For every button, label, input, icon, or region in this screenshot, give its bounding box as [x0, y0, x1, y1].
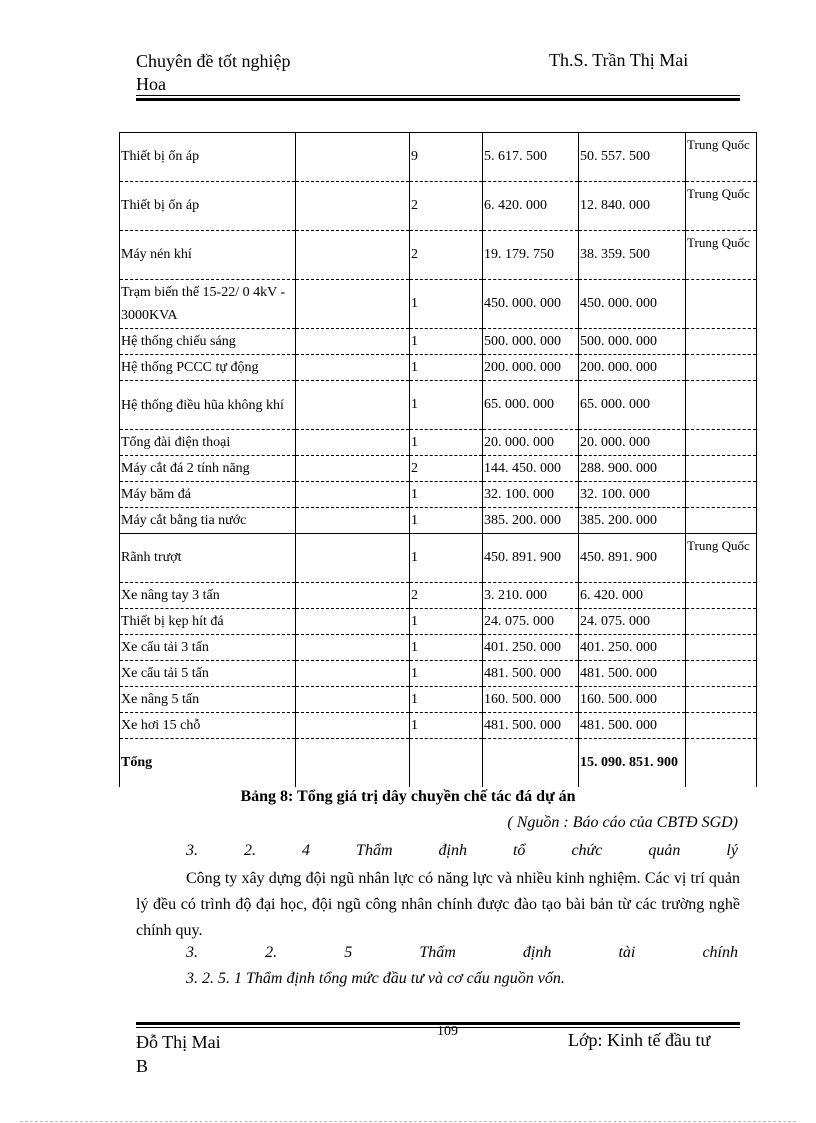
heading-3-2-4	[186, 842, 738, 860]
cell-spec	[296, 482, 410, 508]
table-row	[120, 583, 757, 609]
cell-total-value: 38. 359. 500	[579, 231, 686, 280]
cell-origin	[686, 508, 757, 534]
cell-origin	[686, 381, 757, 430]
cell-item-name: Xe cẩu tải 3 tấn	[120, 635, 296, 661]
cell-item-name: Tổng đài điện thoại	[120, 430, 296, 456]
table-row	[120, 133, 757, 182]
cell-unit-price: 160. 500. 000	[483, 687, 579, 713]
cell-quantity: 1	[410, 430, 483, 456]
cell-spec	[296, 231, 410, 280]
heading-word: chính	[702, 944, 738, 961]
table-row	[120, 329, 757, 355]
cell-origin	[686, 355, 757, 381]
cell-unit-price: 481. 500. 000	[483, 661, 579, 687]
cell-spec	[296, 713, 410, 739]
cell-quantity: 2	[410, 182, 483, 231]
heading-word: định	[438, 842, 467, 859]
cell-total-value: 50. 557. 500	[579, 133, 686, 182]
cell-total-value: 481. 500. 000	[579, 713, 686, 739]
cell-total-value: 12. 840. 000	[579, 182, 686, 231]
cell-spec	[296, 280, 410, 329]
cell-item-name: Xe hơi 15 chỗ	[120, 713, 296, 739]
table-source: ( Nguồn : Báo cáo của CBTĐ SGD)	[507, 814, 738, 831]
cell-quantity: 9	[410, 133, 483, 182]
cell-total-value: 450. 000. 000	[579, 280, 686, 329]
table-row	[120, 430, 757, 456]
header-rule-thick	[136, 98, 740, 101]
cell-origin	[686, 635, 757, 661]
paragraph-text: Công ty xây dựng đội ngũ nhân lực có năng lực và nhiều kinh nghiệm. Các vị trí quản lý đều có trình độ đại học, đội ngũ công nhân chính được đào tạo bài bản từ các trường nghề chính quy.	[136, 870, 740, 939]
cell-item-name: Máy nén khí	[120, 231, 296, 280]
cell-unit-price: 20. 000. 000	[483, 430, 579, 456]
cell-spec	[296, 687, 410, 713]
heading-word: Thẩm	[419, 944, 456, 961]
cell-origin: Trung Quốc	[686, 534, 757, 583]
heading-word: 3.	[186, 944, 198, 961]
footer-left	[136, 1030, 221, 1078]
subheading-3-2-5-1: 3. 2. 5. 1 Thẩm định tổng mức đầu tư và cơ cấu nguồn vốn.	[186, 970, 565, 987]
total-empty-cell	[296, 739, 410, 788]
cell-spec	[296, 381, 410, 430]
header-rule-thin	[136, 95, 740, 96]
cell-spec	[296, 635, 410, 661]
cell-quantity: 1	[410, 329, 483, 355]
cell-origin: Trung Quốc	[686, 182, 757, 231]
heading-word: 2.	[265, 944, 278, 961]
cell-total-value: 385. 200. 000	[579, 508, 686, 534]
heading-word: 2.	[244, 842, 257, 859]
cell-item-name: Hệ thống điều hũa không khí	[120, 381, 296, 430]
cell-total-value: 160. 500. 000	[579, 687, 686, 713]
cell-item-name: Máy cắt đá 2 tính năng	[120, 456, 296, 482]
cell-item-name: Xe nâng 5 tấn	[120, 687, 296, 713]
cell-quantity: 1	[410, 355, 483, 381]
cell-origin	[686, 687, 757, 713]
cell-total-value: 24. 075. 000	[579, 609, 686, 635]
total-empty-cell	[686, 739, 757, 788]
table-row	[120, 182, 757, 231]
cell-quantity: 1	[410, 635, 483, 661]
header-left	[136, 50, 290, 96]
heading-word: lý	[726, 842, 738, 859]
cell-item-name: Hệ thống chiếu sáng	[120, 329, 296, 355]
cell-quantity: 1	[410, 661, 483, 687]
cell-item-name: Máy cắt bằng tia nước	[120, 508, 296, 534]
paragraph-organization	[136, 866, 740, 944]
table-row	[120, 381, 757, 430]
cell-unit-price: 19. 179. 750	[483, 231, 579, 280]
cell-unit-price: 6. 420. 000	[483, 182, 579, 231]
cell-unit-price: 385. 200. 000	[483, 508, 579, 534]
total-amount: 15. 090. 851. 900	[579, 739, 686, 788]
cell-quantity: 1	[410, 687, 483, 713]
cell-item-name: Xe cẩu tải 5 tấn	[120, 661, 296, 687]
cell-quantity: 2	[410, 583, 483, 609]
cell-spec	[296, 456, 410, 482]
cell-item-name: Máy băm đá	[120, 482, 296, 508]
table-row	[120, 534, 757, 583]
cell-quantity: 1	[410, 534, 483, 583]
cell-unit-price: 3. 210. 000	[483, 583, 579, 609]
cell-spec	[296, 583, 410, 609]
cell-spec	[296, 182, 410, 231]
cell-unit-price: 24. 075. 000	[483, 609, 579, 635]
cell-unit-price: 200. 000. 000	[483, 355, 579, 381]
heading-word: tổ	[512, 842, 526, 859]
cell-total-value: 6. 420. 000	[579, 583, 686, 609]
table-row	[120, 456, 757, 482]
table-row	[120, 280, 757, 329]
cell-origin	[686, 280, 757, 329]
cell-origin	[686, 609, 757, 635]
cell-origin	[686, 430, 757, 456]
cell-unit-price: 65. 000. 000	[483, 381, 579, 430]
heading-word: 5	[344, 944, 353, 961]
heading-word: 3.	[186, 842, 198, 859]
cell-total-value: 401. 250. 000	[579, 635, 686, 661]
heading-word: tài	[618, 944, 636, 961]
table-total-row	[120, 739, 757, 788]
table-row	[120, 355, 757, 381]
heading-word: 4	[302, 842, 311, 859]
cell-origin	[686, 713, 757, 739]
table-row	[120, 661, 757, 687]
cell-spec	[296, 661, 410, 687]
cell-total-value: 20. 000. 000	[579, 430, 686, 456]
cell-spec	[296, 609, 410, 635]
cell-quantity: 1	[410, 609, 483, 635]
cell-total-value: 32. 100. 000	[579, 482, 686, 508]
cell-item-name: Xe nâng tay 3 tấn	[120, 583, 296, 609]
page-bottom-dashes	[20, 1121, 796, 1122]
page-number: 109	[437, 1024, 458, 1039]
cell-item-name: Thiết bị ổn áp	[120, 182, 296, 231]
cell-origin	[686, 456, 757, 482]
table-row	[120, 687, 757, 713]
cell-total-value: 65. 000. 000	[579, 381, 686, 430]
heading-word: định	[522, 944, 552, 961]
cell-spec	[296, 430, 410, 456]
total-empty-cell	[483, 739, 579, 788]
cell-origin	[686, 661, 757, 687]
cell-origin	[686, 583, 757, 609]
cell-item-name: Trạm biến thế 15-22/ 0 4kV - 3000KVA	[120, 280, 296, 329]
header-author: Th.S. Trần Thị Mai	[549, 50, 689, 70]
cell-total-value: 200. 000. 000	[579, 355, 686, 381]
cell-item-name: Thiết bị ổn áp	[120, 133, 296, 182]
cell-total-value: 288. 900. 000	[579, 456, 686, 482]
total-empty-cell	[410, 739, 483, 788]
cell-spec	[296, 329, 410, 355]
cell-spec	[296, 133, 410, 182]
cell-unit-price: 450. 000. 000	[483, 280, 579, 329]
cell-quantity: 2	[410, 456, 483, 482]
cell-quantity: 2	[410, 231, 483, 280]
cell-unit-price: 144. 450. 000	[483, 456, 579, 482]
cell-quantity: 1	[410, 482, 483, 508]
cell-unit-price: 32. 100. 000	[483, 482, 579, 508]
heading-word: quản	[648, 842, 681, 859]
cell-unit-price: 401. 250. 000	[483, 635, 579, 661]
table-row	[120, 713, 757, 739]
cell-total-value: 450. 891. 900	[579, 534, 686, 583]
header-title-line1: Chuyên đề tốt nghiệp	[136, 51, 291, 71]
table-row	[120, 482, 757, 508]
equipment-table-body	[120, 133, 757, 788]
footer-name-line1: Đỗ Thị Mai	[136, 1032, 221, 1052]
table-row	[120, 508, 757, 534]
cell-origin	[686, 482, 757, 508]
cell-origin: Trung Quốc	[686, 133, 757, 182]
cell-origin	[686, 329, 757, 355]
table-row	[120, 231, 757, 280]
total-label: Tổng	[120, 739, 296, 788]
header-title-line2: Hoa	[136, 74, 166, 94]
cell-unit-price: 5. 617. 500	[483, 133, 579, 182]
cell-total-value: 481. 500. 000	[579, 661, 686, 687]
cell-item-name: Rãnh trượt	[120, 534, 296, 583]
footer-class: Lớp: Kinh tế đầu tư	[568, 1030, 711, 1050]
heading-3-2-5	[186, 944, 738, 962]
cell-spec	[296, 355, 410, 381]
cell-spec	[296, 508, 410, 534]
cell-total-value: 500. 000. 000	[579, 329, 686, 355]
table-row	[120, 609, 757, 635]
equipment-table	[119, 132, 757, 787]
cell-quantity: 1	[410, 713, 483, 739]
cell-quantity: 1	[410, 508, 483, 534]
table-caption: Bảng 8: Tổng giá trị dây chuyền chế tác đá dự án	[240, 788, 576, 805]
cell-quantity: 1	[410, 381, 483, 430]
cell-unit-price: 450. 891. 900	[483, 534, 579, 583]
heading-word: chức	[571, 842, 603, 859]
cell-spec	[296, 534, 410, 583]
cell-quantity: 1	[410, 280, 483, 329]
cell-origin: Trung Quốc	[686, 231, 757, 280]
cell-unit-price: 500. 000. 000	[483, 329, 579, 355]
cell-item-name: Thiết bị kẹp hít đá	[120, 609, 296, 635]
cell-unit-price: 481. 500. 000	[483, 713, 579, 739]
table-row	[120, 635, 757, 661]
cell-item-name: Hệ thống PCCC tự động	[120, 355, 296, 381]
footer-name-line2: B	[136, 1056, 149, 1076]
heading-word: Thẩm	[356, 842, 393, 859]
